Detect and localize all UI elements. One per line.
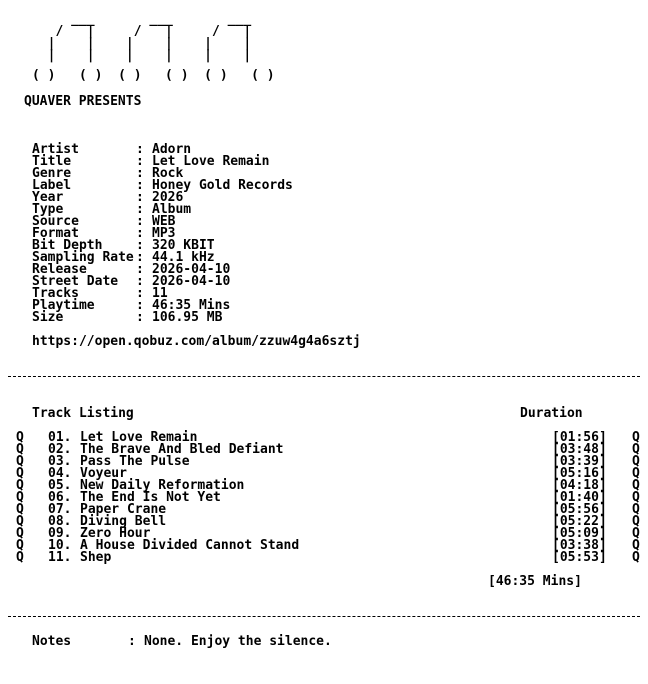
track-number: 07. — [48, 502, 72, 517]
info-key: Artist — [32, 142, 79, 157]
presents-heading: QUAVER PRESENTS — [24, 94, 142, 109]
info-value: Honey Gold Records — [152, 178, 293, 193]
track-number: 10. — [48, 538, 72, 553]
track-duration: [05:53] — [552, 550, 607, 565]
logo-line: ___ ___ ___ — [32, 12, 252, 27]
info-value: 2026-04-10 — [152, 274, 231, 289]
track-duration: [04:18] — [552, 478, 607, 493]
track-marker-right: Q — [632, 502, 640, 517]
info-value: 11 — [152, 286, 168, 301]
track-duration: [05:22] — [552, 514, 607, 529]
info-value: WEB — [152, 214, 176, 229]
info-value: Adorn — [152, 142, 192, 157]
track-duration: [05:56] — [552, 502, 607, 517]
track-duration: [01:56] — [552, 430, 607, 445]
info-colon: : — [136, 286, 144, 301]
track-title: Shep — [80, 550, 112, 565]
track-duration: [03:39] — [552, 454, 607, 469]
track-marker-left: Q — [16, 514, 24, 529]
info-value: 106.95 MB — [152, 310, 223, 325]
track-marker-right: Q — [632, 526, 640, 541]
info-key: Year — [32, 190, 64, 205]
info-key: Label — [32, 178, 72, 193]
info-colon: : — [136, 262, 144, 277]
track-title: Paper Crane — [80, 502, 167, 517]
info-colon: : — [136, 274, 144, 289]
track-number: 09. — [48, 526, 72, 541]
track-number: 01. — [48, 430, 72, 445]
logo-line: | | | | | | — [32, 48, 252, 63]
album-url-link[interactable]: https://open.qobuz.com/album/zzuw4g4a6sztj — [32, 334, 361, 349]
track-marker-left: Q — [16, 490, 24, 505]
track-marker-right: Q — [632, 454, 640, 469]
info-key: Format — [32, 226, 79, 241]
info-key: Tracks — [32, 286, 79, 301]
info-colon: : — [136, 166, 144, 181]
info-value: Album — [152, 202, 192, 217]
track-title: The End Is Not Yet — [80, 490, 221, 505]
info-colon: : — [136, 214, 144, 229]
track-number: 06. — [48, 490, 72, 505]
info-colon: : — [136, 154, 144, 169]
track-marker-right: Q — [632, 550, 640, 565]
info-key: Sampling Rate — [32, 250, 134, 265]
info-colon: : — [136, 202, 144, 217]
info-value: 320 KBIT — [152, 238, 215, 253]
track-marker-left: Q — [16, 454, 24, 469]
info-value: Let Love Remain — [152, 154, 270, 169]
info-key: Bit Depth — [32, 238, 103, 253]
total-playtime: [46:35 Mins] — [488, 574, 582, 589]
track-marker-left: Q — [16, 430, 24, 445]
track-number: 11. — [48, 550, 72, 565]
track-number: 05. — [48, 478, 72, 493]
track-marker-right: Q — [632, 430, 640, 445]
track-title: The Brave And Bled Defiant — [80, 442, 284, 457]
track-title: Diving Bell — [80, 514, 167, 529]
duration-heading: Duration — [520, 406, 583, 421]
track-title: Pass The Pulse — [80, 454, 190, 469]
divider — [8, 616, 640, 617]
track-marker-right: Q — [632, 490, 640, 505]
info-value: MP3 — [152, 226, 176, 241]
track-marker-left: Q — [16, 502, 24, 517]
info-colon: : — [136, 310, 144, 325]
track-title: A House Divided Cannot Stand — [80, 538, 300, 553]
info-colon: : — [136, 238, 144, 253]
logo-line: / | / | / | — [32, 24, 252, 39]
info-colon: : — [136, 226, 144, 241]
info-key: Type — [32, 202, 64, 217]
info-value: Rock — [152, 166, 184, 181]
track-title: Zero Hour — [80, 526, 151, 541]
divider — [8, 376, 640, 377]
info-value: 2026-04-10 — [152, 262, 231, 277]
info-colon: : — [136, 142, 144, 157]
track-number: 02. — [48, 442, 72, 457]
track-marker-right: Q — [632, 478, 640, 493]
logo-line: ( ) ( ) ( ) ( ) ( ) ( ) — [32, 68, 275, 83]
logo-line: | | | | | | — [32, 36, 252, 51]
notes-text: None. Enjoy the silence. — [144, 634, 332, 649]
track-number: 04. — [48, 466, 72, 481]
info-value: 44.1 kHz — [152, 250, 215, 265]
track-number: 03. — [48, 454, 72, 469]
track-marker-left: Q — [16, 550, 24, 565]
track-marker-left: Q — [16, 478, 24, 493]
track-marker-right: Q — [632, 442, 640, 457]
track-marker-left: Q — [16, 538, 24, 553]
info-key: Street Date — [32, 274, 119, 289]
info-colon: : — [136, 298, 144, 313]
info-colon: : — [136, 190, 144, 205]
info-key: Source — [32, 214, 79, 229]
track-marker-right: Q — [632, 514, 640, 529]
info-value: 2026 — [152, 190, 184, 205]
info-key: Size — [32, 310, 64, 325]
track-marker-left: Q — [16, 466, 24, 481]
info-key: Title — [32, 154, 72, 169]
track-duration: [05:09] — [552, 526, 607, 541]
track-marker-right: Q — [632, 466, 640, 481]
notes-label: Notes — [32, 634, 72, 649]
track-duration: [03:48] — [552, 442, 607, 457]
tracklist-heading: Track Listing — [32, 406, 134, 421]
track-marker-left: Q — [16, 526, 24, 541]
track-title: New Daily Reformation — [80, 478, 245, 493]
track-duration: [01:40] — [552, 490, 607, 505]
track-number: 08. — [48, 514, 72, 529]
track-title: Voyeur — [80, 466, 127, 481]
notes-colon: : — [128, 634, 136, 649]
info-value: 46:35 Mins — [152, 298, 231, 313]
track-duration: [05:16] — [552, 466, 607, 481]
info-key: Release — [32, 262, 87, 277]
track-title: Let Love Remain — [80, 430, 198, 445]
track-marker-left: Q — [16, 442, 24, 457]
track-duration: [03:38] — [552, 538, 607, 553]
info-colon: : — [136, 178, 144, 193]
info-colon: : — [136, 250, 144, 265]
info-key: Genre — [32, 166, 72, 181]
info-key: Playtime — [32, 298, 95, 313]
track-marker-right: Q — [632, 538, 640, 553]
